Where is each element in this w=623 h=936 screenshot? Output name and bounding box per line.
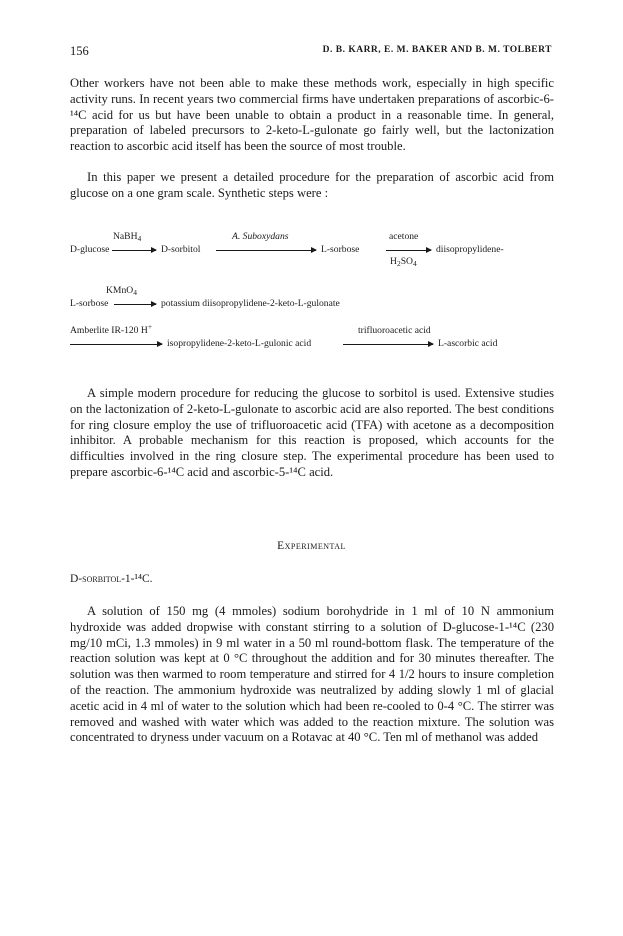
reagent-amberlite: Amberlite IR-120 H+ <box>70 322 153 336</box>
compound-d-glucose: D-glucose <box>70 244 110 255</box>
reaction-arrow <box>114 304 156 305</box>
page-header <box>70 44 552 60</box>
reaction-arrow <box>112 250 156 251</box>
compound-diisopropylidene: diisopropylidene- <box>436 244 504 255</box>
paragraph-background: Other workers have not been able to make these methods work, especially in high specific activity runs. In recent years two commercial firms have undertaken preparations of ascorbic-6-¹⁴C acid for us but have been unable to obtain a product in a reasonable time. In general, preparation of labeled precursors to 2-keto-L-gulonate go fairly well, but the lactonization reaction to ascorbic acid itself has been the source of most trouble. <box>70 76 554 154</box>
running-head: D. B. KARR, E. M. BAKER AND B. M. TOLBERT <box>322 45 552 55</box>
paragraph-procedure: A solution of 150 mg (4 mmoles) sodium borohydride in 1 ml of 10 N ammonium hydroxide was added dropwise with constant stirring to a solution of D-glucose-1-¹⁴C (230 mg/10 mCi, 1.3 mmoles) in 9 ml water in a 50 ml round-bottom flask. The temperature of the reaction solution was kept at 0 °C throughout the addition and for 30 minutes thereafter. The solution was then warmed to room temperature and stirred for 4 1/2 hours to insure completion of the reaction. The ammonium hydroxide was neutralized by adding slowly 1 ml of glacial acetic acid in 4 ml of water to the solution which had been re-cooled to 0-4 °C. The stirrer was removed and washed with water which was added to the reaction mixture. The solution was concentrated to dryness under vacuum on a Rotavac at 40 °C. Ten ml of methanol was added <box>70 604 554 745</box>
compound-l-ascorbic-acid: L-ascorbic acid <box>438 338 498 349</box>
compound-isopropylidene-gulonic-acid: isopropylidene-2-keto-L-gulonic acid <box>167 338 312 349</box>
reaction-arrow <box>343 344 433 345</box>
paragraph-summary: A simple modern procedure for reducing the glucose to sorbitol is used. Extensive studies on the lactonization of 2-keto-L-gulonate to ascorbic acid are also reported. The best conditions for ring closure employ the use of trifluoroacetic acid (TFA) with acetone as a decomposition inhibitor. A probable mechanism for this reaction is proposed, which accounts for the difficulties involved in the ring closure step. The experimental procedure has been used to prepare ascorbic-6-¹⁴C acid and ascorbic-5-¹⁴C acid. <box>70 386 554 479</box>
section-heading: Experimental <box>277 540 346 552</box>
reagent-suboxydans: A. Suboxydans <box>232 231 289 242</box>
synthesis-scheme <box>70 228 554 368</box>
compound-l-sorbose: L-sorbose <box>321 244 360 255</box>
reaction-arrow <box>386 250 431 251</box>
compound-d-sorbitol: D-sorbitol <box>161 244 201 255</box>
reagent-tfa: trifluoroacetic acid <box>358 325 431 336</box>
page-number: 156 <box>70 44 89 58</box>
subsection-heading: D-sorbitol-1-¹⁴C. <box>70 573 153 585</box>
compound-potassium-gulonate: potassium diisopropylidene-2-keto-L-gulonate <box>161 298 340 309</box>
reaction-arrow <box>216 250 316 251</box>
reagent-acetone: acetone <box>389 231 419 242</box>
reaction-arrow <box>70 344 162 345</box>
reagent-h2so4: $H_2SO_4$ <box>390 256 417 268</box>
reagent-kmno4: KMnO$_4$ <box>106 285 137 297</box>
compound-l-sorbose: L-sorbose <box>70 298 109 309</box>
paragraph-intro: In this paper we present a detailed procedure for the preparation of ascorbic acid from glucose on a one gram scale. Synthetic steps were : <box>70 170 554 200</box>
reagent-nabh4: NaBH$_4$ <box>113 231 142 243</box>
